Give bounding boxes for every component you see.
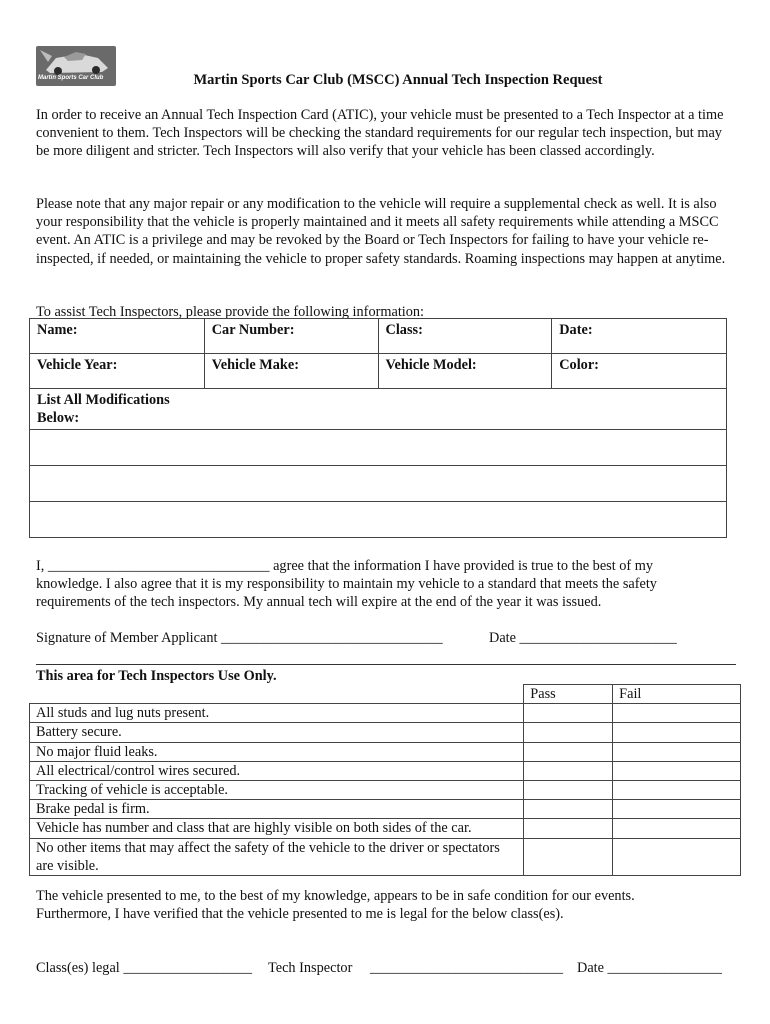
modifications-header [30,389,727,430]
vehicle-year-label: Vehicle Year: [37,357,118,373]
checklist-item: Brake pedal is firm. [30,800,524,819]
tech-inspector-label: Tech Inspector [268,960,353,976]
fail-checkbox[interactable] [613,838,741,875]
fail-column-header: Fail [613,685,741,704]
checklist-item: Tracking of vehicle is acceptable. [30,781,524,800]
vehicle-make-label: Vehicle Make: [211,357,299,373]
modification-line-2[interactable] [30,466,727,502]
pass-checkbox[interactable] [524,723,613,742]
tech-section-heading: This area for Tech Inspectors Use Only. [36,668,277,684]
color-field[interactable] [552,354,727,389]
car-number-field[interactable] [204,319,378,354]
checklist-header-blank [30,685,524,704]
checklist-item: Battery secure. [30,723,524,742]
fail-checkbox[interactable] [613,723,741,742]
page-title: Martin Sports Car Club (MSCC) Annual Tech Inspection Request [193,72,603,88]
closing-statement: The vehicle presented to me, to the best of my knowledge, appears to be in safe condition for our events. Furthermore, I have verified that the vehicle presented to me is legal for the below class(es). [36,888,635,923]
color-label: Color: [559,357,599,373]
signature-date-line[interactable]: Date ______________________ [489,630,677,646]
vehicle-year-field[interactable] [30,354,205,389]
name-label: Name: [37,322,78,338]
section-divider [36,664,736,665]
agreement-text: I, _______________________________ agree that the information I have provided is true to the best of my knowledge. I also agree that it is my responsibility to maintain my vehicle to a standard that meets the safety requirements of the tech inspectors. My annual tech will expire at the end of the year it was issued. [36,558,657,611]
intro-paragraph-2: Please note that any major repair or any modification to the vehicle will require a supplemental check as well. It is also your responsibility that the vehicle is properly maintained and it meets all safety requirements while attending a MSCC event. An ATIC is a privilege and may be revoked by the Board or Tech Inspectors for failing to have your vehicle re-inspected, if needed, or maintaining the vehicle to proper safety standards. Roaming inspections may happen at anytime. [36,196,726,267]
vehicle-make-field[interactable] [204,354,378,389]
checklist-item: All studs and lug nuts present. [30,704,524,723]
assist-line: To assist Tech Inspectors, please provide the following information: [36,304,425,320]
modifications-label: List All Modifications Below: [37,392,170,427]
inspection-date-line[interactable]: Date ________________ [577,960,722,976]
checklist-item: Vehicle has number and class that are highly visible on both sides of the car. [30,819,524,838]
signature-line[interactable]: Signature of Member Applicant _______________________________ [36,630,443,646]
pass-checkbox[interactable] [524,742,613,761]
pass-checkbox[interactable] [524,761,613,780]
modification-line-3[interactable] [30,502,727,538]
checklist-item: All electrical/control wires secured. [30,761,524,780]
name-field[interactable] [30,319,205,354]
tech-inspector-line[interactable]: ___________________________ [370,960,564,976]
pass-checkbox[interactable] [524,781,613,800]
checklist-item: No major fluid leaks. [30,742,524,761]
fail-checkbox[interactable] [613,781,741,800]
fail-checkbox[interactable] [613,761,741,780]
fail-checkbox[interactable] [613,819,741,838]
pass-checkbox[interactable] [524,838,613,875]
vehicle-info-table [29,318,727,538]
vehicle-model-label: Vehicle Model: [385,357,477,373]
pass-checkbox[interactable] [524,819,613,838]
classes-legal-line[interactable]: Class(es) legal __________________ [36,960,253,976]
fail-checkbox[interactable] [613,800,741,819]
intro-paragraph-1: In order to receive an Annual Tech Inspection Card (ATIC), your vehicle must be presented to a Tech Inspector at a time convenient to them. Tech Inspectors will be checking the standard requirements for our regular tech inspection, but may be more diligent and stricter. Tech Inspectors will also verify that your vehicle has been classed accordingly. [36,107,724,160]
checklist-item: No other items that may affect the safety of the vehicle to the driver or spectators are visible. [30,838,524,875]
logo-text: Martin Sports Car Club [38,75,104,81]
car-number-label: Car Number: [211,322,295,338]
pass-column-header: Pass [524,685,613,704]
date-field[interactable] [552,319,727,354]
class-label: Class: [385,322,423,338]
tech-checklist-table [29,684,741,876]
date-label: Date: [559,322,593,338]
vehicle-model-field[interactable] [378,354,552,389]
fail-checkbox[interactable] [613,742,741,761]
class-field[interactable] [378,319,552,354]
modification-line-1[interactable] [30,430,727,466]
pass-checkbox[interactable] [524,704,613,723]
pass-checkbox[interactable] [524,800,613,819]
fail-checkbox[interactable] [613,704,741,723]
